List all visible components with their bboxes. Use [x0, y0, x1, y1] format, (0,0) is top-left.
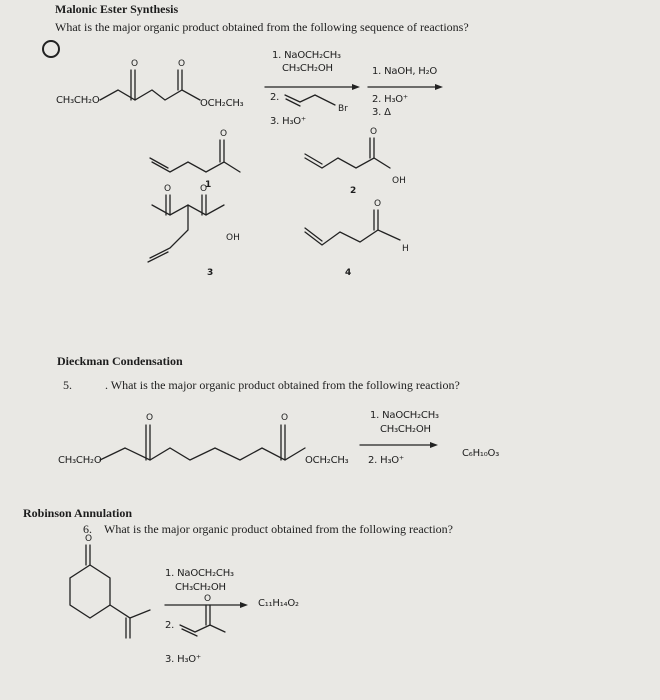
choice-3-oh: OH: [226, 233, 240, 243]
dieckman-product-formula: C₆H₁₀O₃: [462, 448, 500, 459]
svg-text:O: O: [164, 184, 172, 194]
svg-text:O: O: [200, 184, 208, 194]
dieckman-reagent-c: 2. H₃O⁺: [368, 455, 404, 466]
svg-text:O: O: [370, 127, 378, 137]
section-heading-malonic: Malonic Ester Synthesis: [55, 2, 179, 16]
dieckman-reagent-b: CH₃CH₂OH: [380, 424, 431, 435]
dieckman-reactant-left: CH₃CH₂O: [58, 455, 102, 466]
choice-4-skeleton: [305, 230, 400, 245]
step2-reagent-c: 3. Δ: [372, 107, 391, 118]
carbonyl-left: [131, 70, 135, 100]
choice-2-number[interactable]: 2: [350, 186, 357, 196]
section-heading-dieckman: Dieckman Condensation: [57, 354, 183, 368]
svg-text:O: O: [85, 534, 93, 544]
question-malonic: What is the major organic product obtained from the following sequence of reactions?: [55, 20, 469, 34]
cyclohexanone-ring: [70, 565, 110, 618]
svg-text:O: O: [374, 199, 382, 209]
svg-text:O: O: [220, 129, 228, 139]
robinson-product-formula: C₁₁H₁₄O₂: [258, 598, 299, 609]
allyl-bromide: [285, 95, 335, 105]
robinson-reagent-a: 1. NaOCH₂CH₃: [165, 568, 234, 579]
question-number-5: 5.: [63, 378, 72, 392]
reactant-left-label: CH₃CH₂O: [56, 95, 100, 106]
dieckman-diester: [100, 448, 305, 460]
step2-reagent-a: 1. NaOH, H₂O: [372, 66, 438, 77]
step2-reagent-b: 2. H₃O⁺: [372, 94, 408, 105]
robinson-reagent-b: CH₃CH₂OH: [175, 582, 226, 593]
section-heading-robinson: Robinson Annulation: [23, 506, 133, 520]
svg-text:O: O: [146, 413, 154, 423]
step1-br-label: Br: [338, 104, 348, 114]
svg-text:O: O: [204, 594, 212, 604]
step1-reagent-d: 3. H₃O⁺: [270, 116, 306, 127]
question-robinson: What is the major organic product obtained from the following reaction?: [104, 522, 454, 536]
svg-text:O: O: [131, 59, 139, 69]
choice-3-number[interactable]: 3: [207, 268, 214, 278]
choice-1-number[interactable]: 1: [205, 180, 212, 190]
choice-4-number[interactable]: 4: [345, 268, 352, 278]
step1-reagent-b: CH₃CH₂OH: [282, 63, 333, 74]
dieckman-reagent-a: 1. NaOCH₂CH₃: [370, 410, 439, 421]
choice-2-oh: OH: [392, 176, 406, 186]
robinson-reagent-d: 3. H₃O⁺: [165, 654, 201, 665]
malonic-ester-skeleton: [100, 90, 200, 100]
choice-4-h: H: [402, 244, 409, 254]
svg-text:O: O: [281, 413, 289, 423]
question-dieckman: . What is the major organic product obtained from the following reaction?: [105, 378, 460, 392]
svg-text:O: O: [178, 59, 186, 69]
step1-reagent-c: 2.: [270, 92, 280, 103]
choice-2-skeleton: [305, 158, 390, 168]
dieckman-reactant-right: OCH₂CH₃: [305, 455, 349, 466]
robinson-reagent-c: 2.: [165, 620, 175, 631]
question-number-6: 6.: [83, 522, 92, 536]
carbonyl-right: [178, 70, 182, 90]
step1-reagent-a: 1. NaOCH₂CH₃: [272, 50, 341, 61]
reactant-right-label: OCH₂CH₃: [200, 98, 244, 109]
